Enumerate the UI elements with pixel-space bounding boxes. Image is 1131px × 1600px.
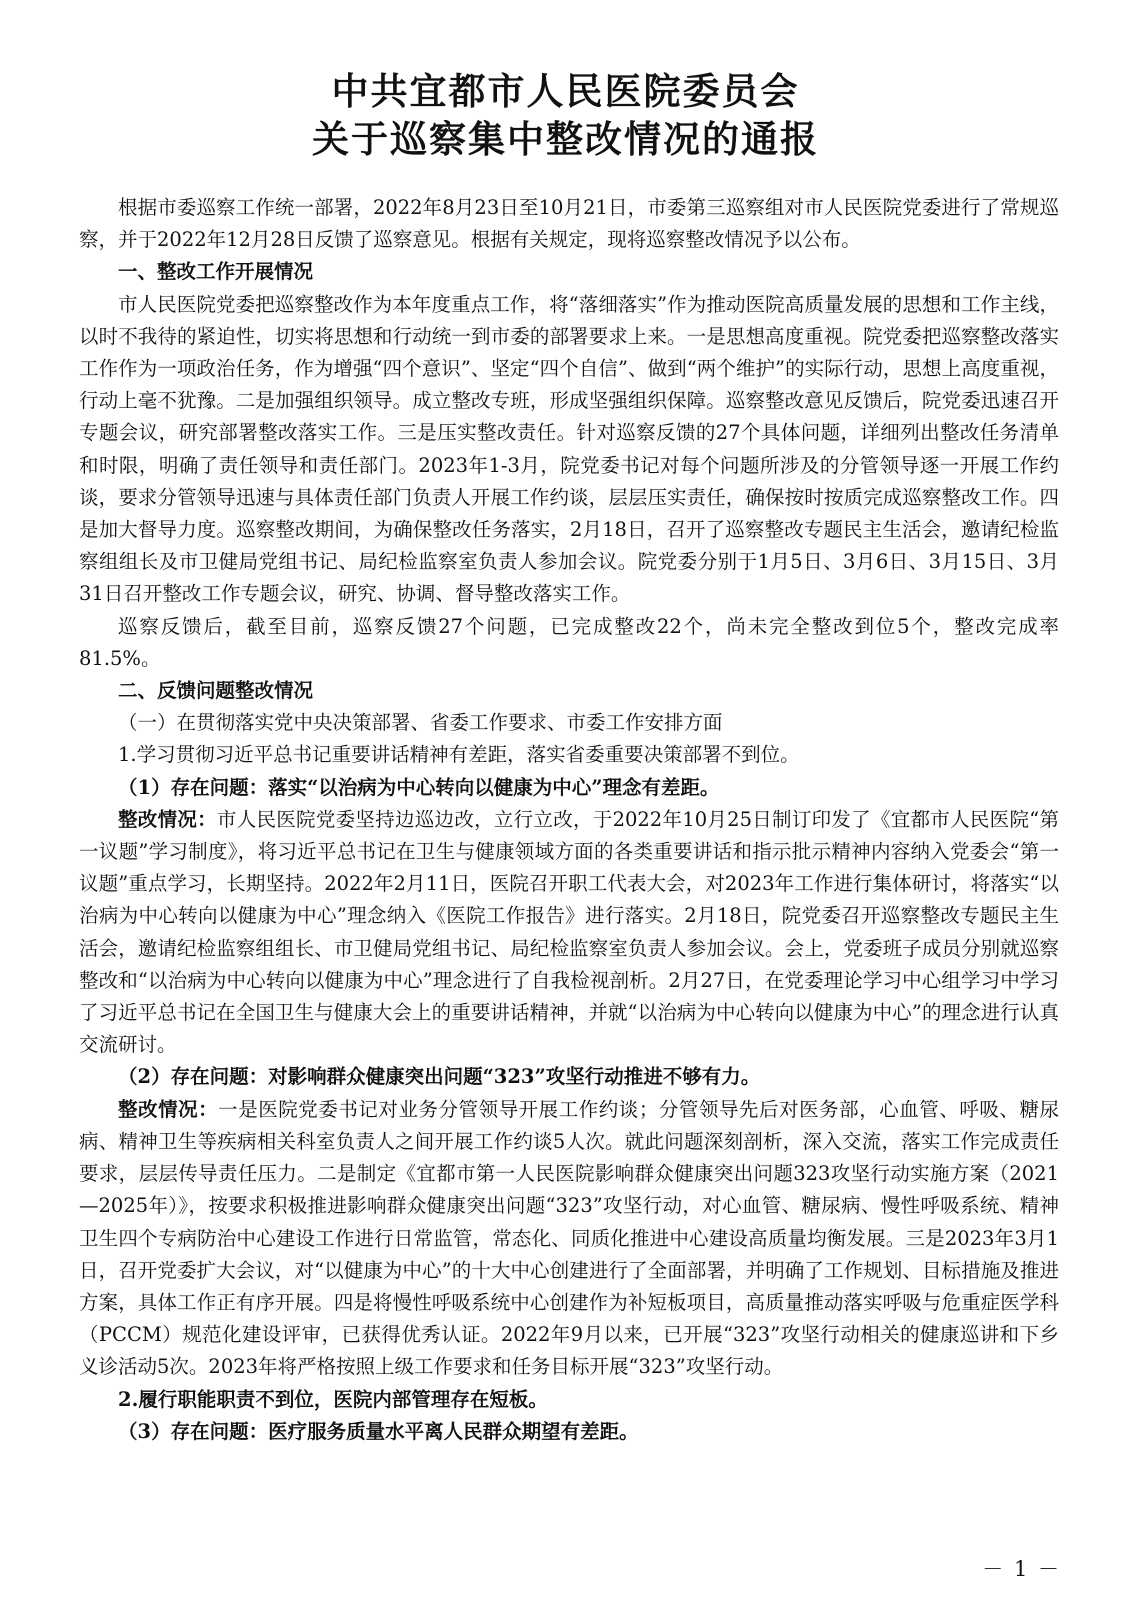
issue2-heading: （2）存在问题：对影响群众健康突出问题“323”攻坚行动推进不够有力。 <box>118 1065 761 1089</box>
issue3-heading: （3）存在问题：医疗服务质量水平离人民群众期望有差距。 <box>118 1419 639 1443</box>
fix1-text: 市人民医院党委坚持边巡边改，立行立改，于2022年10月25日制订印发了《宜都市人民医院“第一议题”学习制度》，将习近平总书记在卫生与健康领域方面的各类重要讲话和指示批示精神内容纳入党委会“第一议题”重点学习，长期坚持。2022年2月11日，医院召开职工代表大会，对2023年工作进行集体研讨，将落实“以治病为中心转向以健康为中心”理念纳入《医院工作报告》进行落实。2月18日，院党委召开巡察整改专题民主生活会，邀请纪检监察组组长、市卫健局党组书记、局纪检监察室负责人参加会议。会上，党委班子成员分别就巡察整改和“以治病为中心转向以健康为中心”理念进行了自我检视剖析。2月27日，在党委理论学习中心组学习中学习了习近平总书记在全国卫生与健康大会上的重要讲话精神，并就“以治病为中心转向以健康为中心”的理念进行认真交流研讨。 <box>79 807 1059 1057</box>
section1-paragraph1: 市人民医院党委把巡察整改作为本年度重点工作，将“落细落实”作为推动医院高质量发展的思想和工作主线，以时不我待的紧迫性，切实将思想和行动统一到市委的部署要求上来。一是思想高度重视。院党委把巡察整改落实工作作为一项政治任务，作为增强“四个意识”、坚定“四个自信”、做到“两个维护”的实际行动，思想上高度重视，行动上毫不犹豫。二是加强组织领导。成立整改专班，形成坚强组织保障。巡察整改意见反馈后，院党委迅速召开专题会议，研究部署整改落实工作。三是压实整改责任。针对巡察反馈的27个具体问题，详细列出整改任务清单和时限，明确了责任领导和责任部门。2023年1-3月，院党委书记对每个问题所涉及的分管领导逐一开展工作约谈，要求分管领导迅速与具体责任部门负责人开展工作约谈，层层压实责任，确保按时按质完成巡察整改工作。四是加大督导力度。巡察整改期间，为确保整改任务落实，2月18日，召开了巡察整改专题民主生活会，邀请纪检监察组组长及市卫健局党组书记、局纪检监察室负责人参加会议。院党委分别于1月5日、3月6日、3月15日、3月31日召开整改工作专题会议，研究、协调、督导整改落实工作。 <box>79 292 1059 606</box>
document-title-line1: 中共宜都市人民医院委员会 <box>331 69 800 113</box>
item1-heading: 1.学习贯彻习近平总书记重要讲话精神有差距，落实省委重要决策部署不到位。 <box>118 743 800 767</box>
page-number: － 1 － <box>982 1557 1061 1581</box>
item2-heading: 2.履行职能职责不到位，医院内部管理存在短板。 <box>118 1387 548 1411</box>
section1-heading: 一、整改工作开展情况 <box>118 260 314 284</box>
section2-heading: 二、反馈问题整改情况 <box>118 679 314 703</box>
intro-paragraph: 根据市委巡察工作统一部署，2022年8月23日至10月21日，市委第三巡察组对市人民医院党委进行了常规巡察，并于2022年12月28日反馈了巡察意见。根据有关规定，现将巡察整改情况予以公布。 <box>79 196 1059 252</box>
subsection1-heading: （一）在贯彻落实党中央决策部署、省委工作要求、市委工作安排方面 <box>118 711 723 735</box>
fix2-label: 整改情况： <box>118 1097 219 1121</box>
document-body <box>79 192 1059 1448</box>
fix1-label: 整改情况： <box>118 807 217 831</box>
fix1-paragraph <box>79 804 1059 1062</box>
issue1-heading: （1）存在问题：落实“以治病为中心转向以健康为中心”理念有差距。 <box>118 775 720 799</box>
document-title-line2: 关于巡察集中整改情况的通报 <box>312 117 819 161</box>
fix2-text: 一是医院党委书记对业务分管领导开展工作约谈；分管领导先后对医务部，心血管、呼吸、糖尿病、精神卫生等疾病相关科室负责人之间开展工作约谈5人次。就此问题深刻剖析，深入交流，落实工作完成责任要求，层层传导责任压力。二是制定《宜都市第一人民医院影响群众健康突出问题323攻坚行动实施方案（2021—2025年）》，按要求积极推进影响群众健康突出问题“323”攻坚行动，对心血管、糖尿病、慢性呼吸系统、精神卫生四个专病防治中心建设工作进行日常监管，常态化、同质化推进中心建设高质量均衡发展。三是2023年3月1日，召开党委扩大会议，对“以健康为中心”的十大中心创建进行了全面部署，并明确了工作规划、目标措施及推进方案，具体工作正有序开展。四是将慢性呼吸系统中心创建作为补短板项目，高质量推动落实呼吸与危重症医学科（PCCM）规范化建设评审，已获得优秀认证。2022年9月以来，已开展“323”攻坚行动相关的健康巡讲和下乡义诊活动5次。2023年将严格按照上级工作要求和任务目标开展“323”攻坚行动。 <box>79 1097 1059 1379</box>
fix2-paragraph <box>79 1094 1059 1384</box>
section1-paragraph2: 巡察反馈后，截至目前，巡察反馈27个问题，已完成整改22个，尚未完全整改到位5个，整改完成率81.5%。 <box>79 614 1059 670</box>
